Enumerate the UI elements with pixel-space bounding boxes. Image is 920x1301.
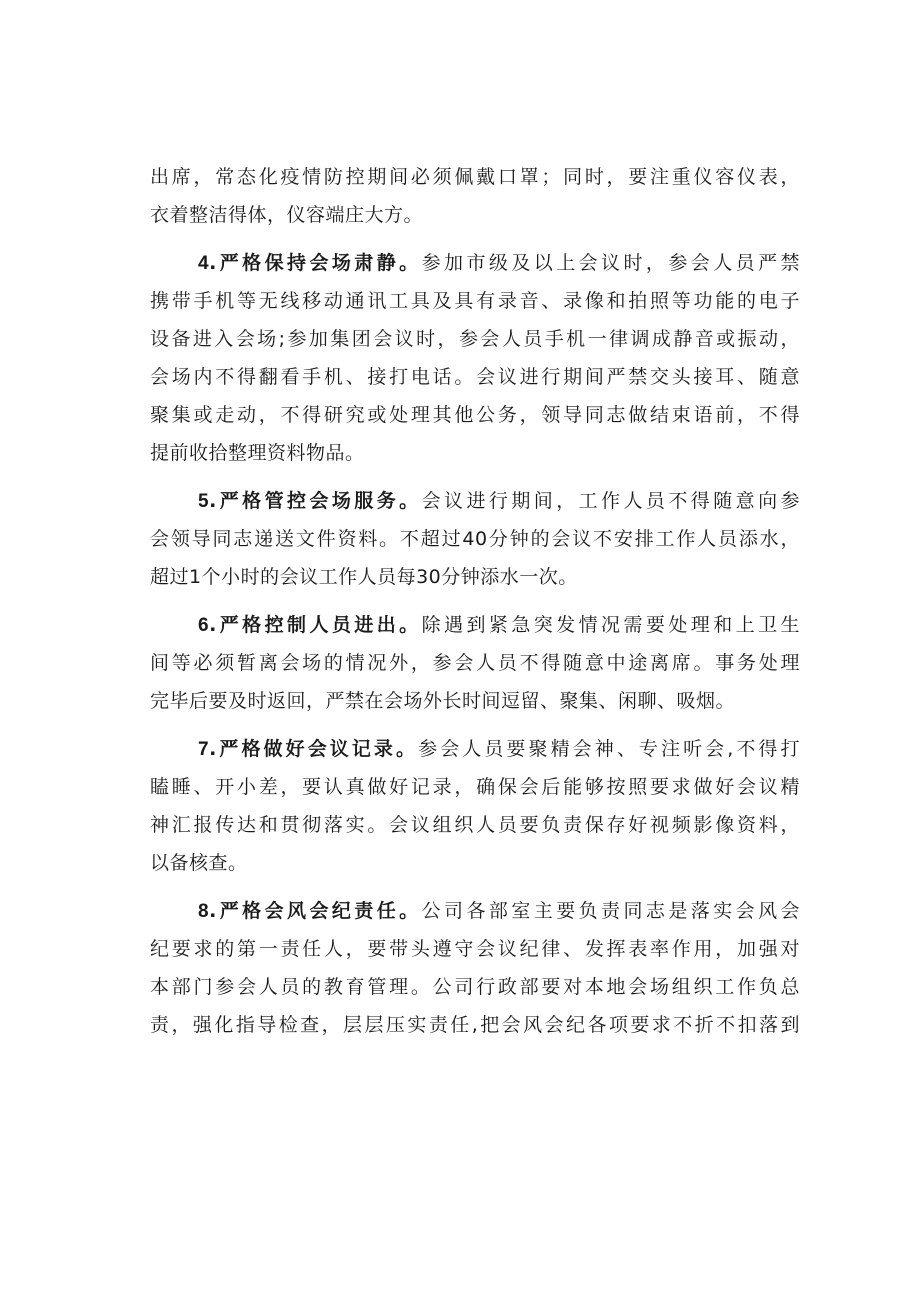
- text-line: 提前收拾整理资料物品。: [150, 442, 365, 464]
- item-number: 6: [198, 615, 210, 636]
- item-number: 8: [198, 901, 210, 922]
- text-line: 超过1个小时的会议工作人员每30分钟添水一次。: [150, 566, 578, 588]
- text-line: 纪要求的第一责任人，要带头遵守会议纪律、发挥表率作用，加强对: [150, 938, 800, 960]
- paragraph-item-4: [150, 244, 800, 472]
- text-line: 完毕后要及时返回，严禁在会场外长时间逗留、聚集、闲聊、吸烟。: [150, 690, 736, 712]
- item-heading: .严格做好会议记录。: [209, 738, 419, 760]
- text-line-first: [150, 482, 800, 520]
- item-number: 5: [198, 491, 210, 512]
- paragraph-continuation: [150, 158, 800, 234]
- text-line: 神汇报传达和贯彻落实。会议组织人员要负责保存好视频影像资料，: [150, 814, 800, 836]
- text-line: 会领导同志递送文件资料。不超过40分钟的会议不安排工作人员添水，: [150, 528, 800, 550]
- text-line-first: [150, 730, 800, 768]
- text-line: 聚集或走动，不得研究或处理其他公务，领导同志做结束语前，不得: [150, 404, 800, 426]
- item-text: 公司各部室主要负责同志是落实会风会: [421, 900, 800, 922]
- text-line: 本部门参会人员的教育管理。公司行政部要对本地会场组织工作负总: [150, 976, 800, 998]
- paragraph-item-7: [150, 730, 800, 882]
- text-line: 瞌睡、开小差，要认真做好记录，确保会后能够按照要求做好会议精: [150, 776, 800, 798]
- item-text: 参加市级及以上会议时，参会人员严禁: [421, 252, 800, 274]
- paragraph-item-8: [150, 892, 800, 1044]
- text-line: 会场内不得翻看手机、接打电话。会议进行期间严禁交头接耳、随意: [150, 366, 800, 388]
- item-heading: .严格管控会场服务。: [209, 490, 422, 512]
- item-text: 参会人员要聚精会神、专注听会,不得打: [418, 738, 801, 760]
- item-number: 7: [198, 739, 210, 760]
- paragraph-item-5: [150, 482, 800, 596]
- text-line-first: [150, 892, 800, 930]
- item-heading: .严格控制人员进出。: [209, 614, 422, 636]
- text-line: 设备进入会场;参加集团会议时，参会人员手机一律调成静音或振动，: [150, 328, 800, 350]
- text-line: 以备核查。: [150, 852, 248, 874]
- text-line-first: [150, 244, 800, 282]
- text-line: 携带手机等无线移动通讯工具及具有录音、录像和拍照等功能的电子: [150, 290, 800, 312]
- item-text: 会议进行期间，工作人员不得随意向参: [421, 490, 800, 512]
- text-line-first: [150, 606, 800, 644]
- paragraph-item-6: [150, 606, 800, 720]
- text-line: 间等必须暂离会场的情况外，参会人员不得随意中途离席。事务处理: [150, 652, 800, 674]
- item-heading: .严格会风会纪责任。: [209, 900, 422, 922]
- text-line: 衣着整洁得体，仪容端庄大方。: [150, 204, 424, 226]
- text-line: 出席，常态化疫情防控期间必须佩戴口罩；同时，要注重仪容仪表，: [150, 166, 800, 188]
- item-text: 除遇到紧急突发情况需要处理和上卫生: [421, 614, 800, 636]
- document-page: [150, 158, 800, 1054]
- text-line: 责，强化指导检查，层层压实责任,把会风会纪各项要求不折不扣落到: [150, 1014, 800, 1036]
- item-number: 4: [198, 253, 210, 274]
- item-heading: .严格保持会场肃静。: [209, 252, 422, 274]
